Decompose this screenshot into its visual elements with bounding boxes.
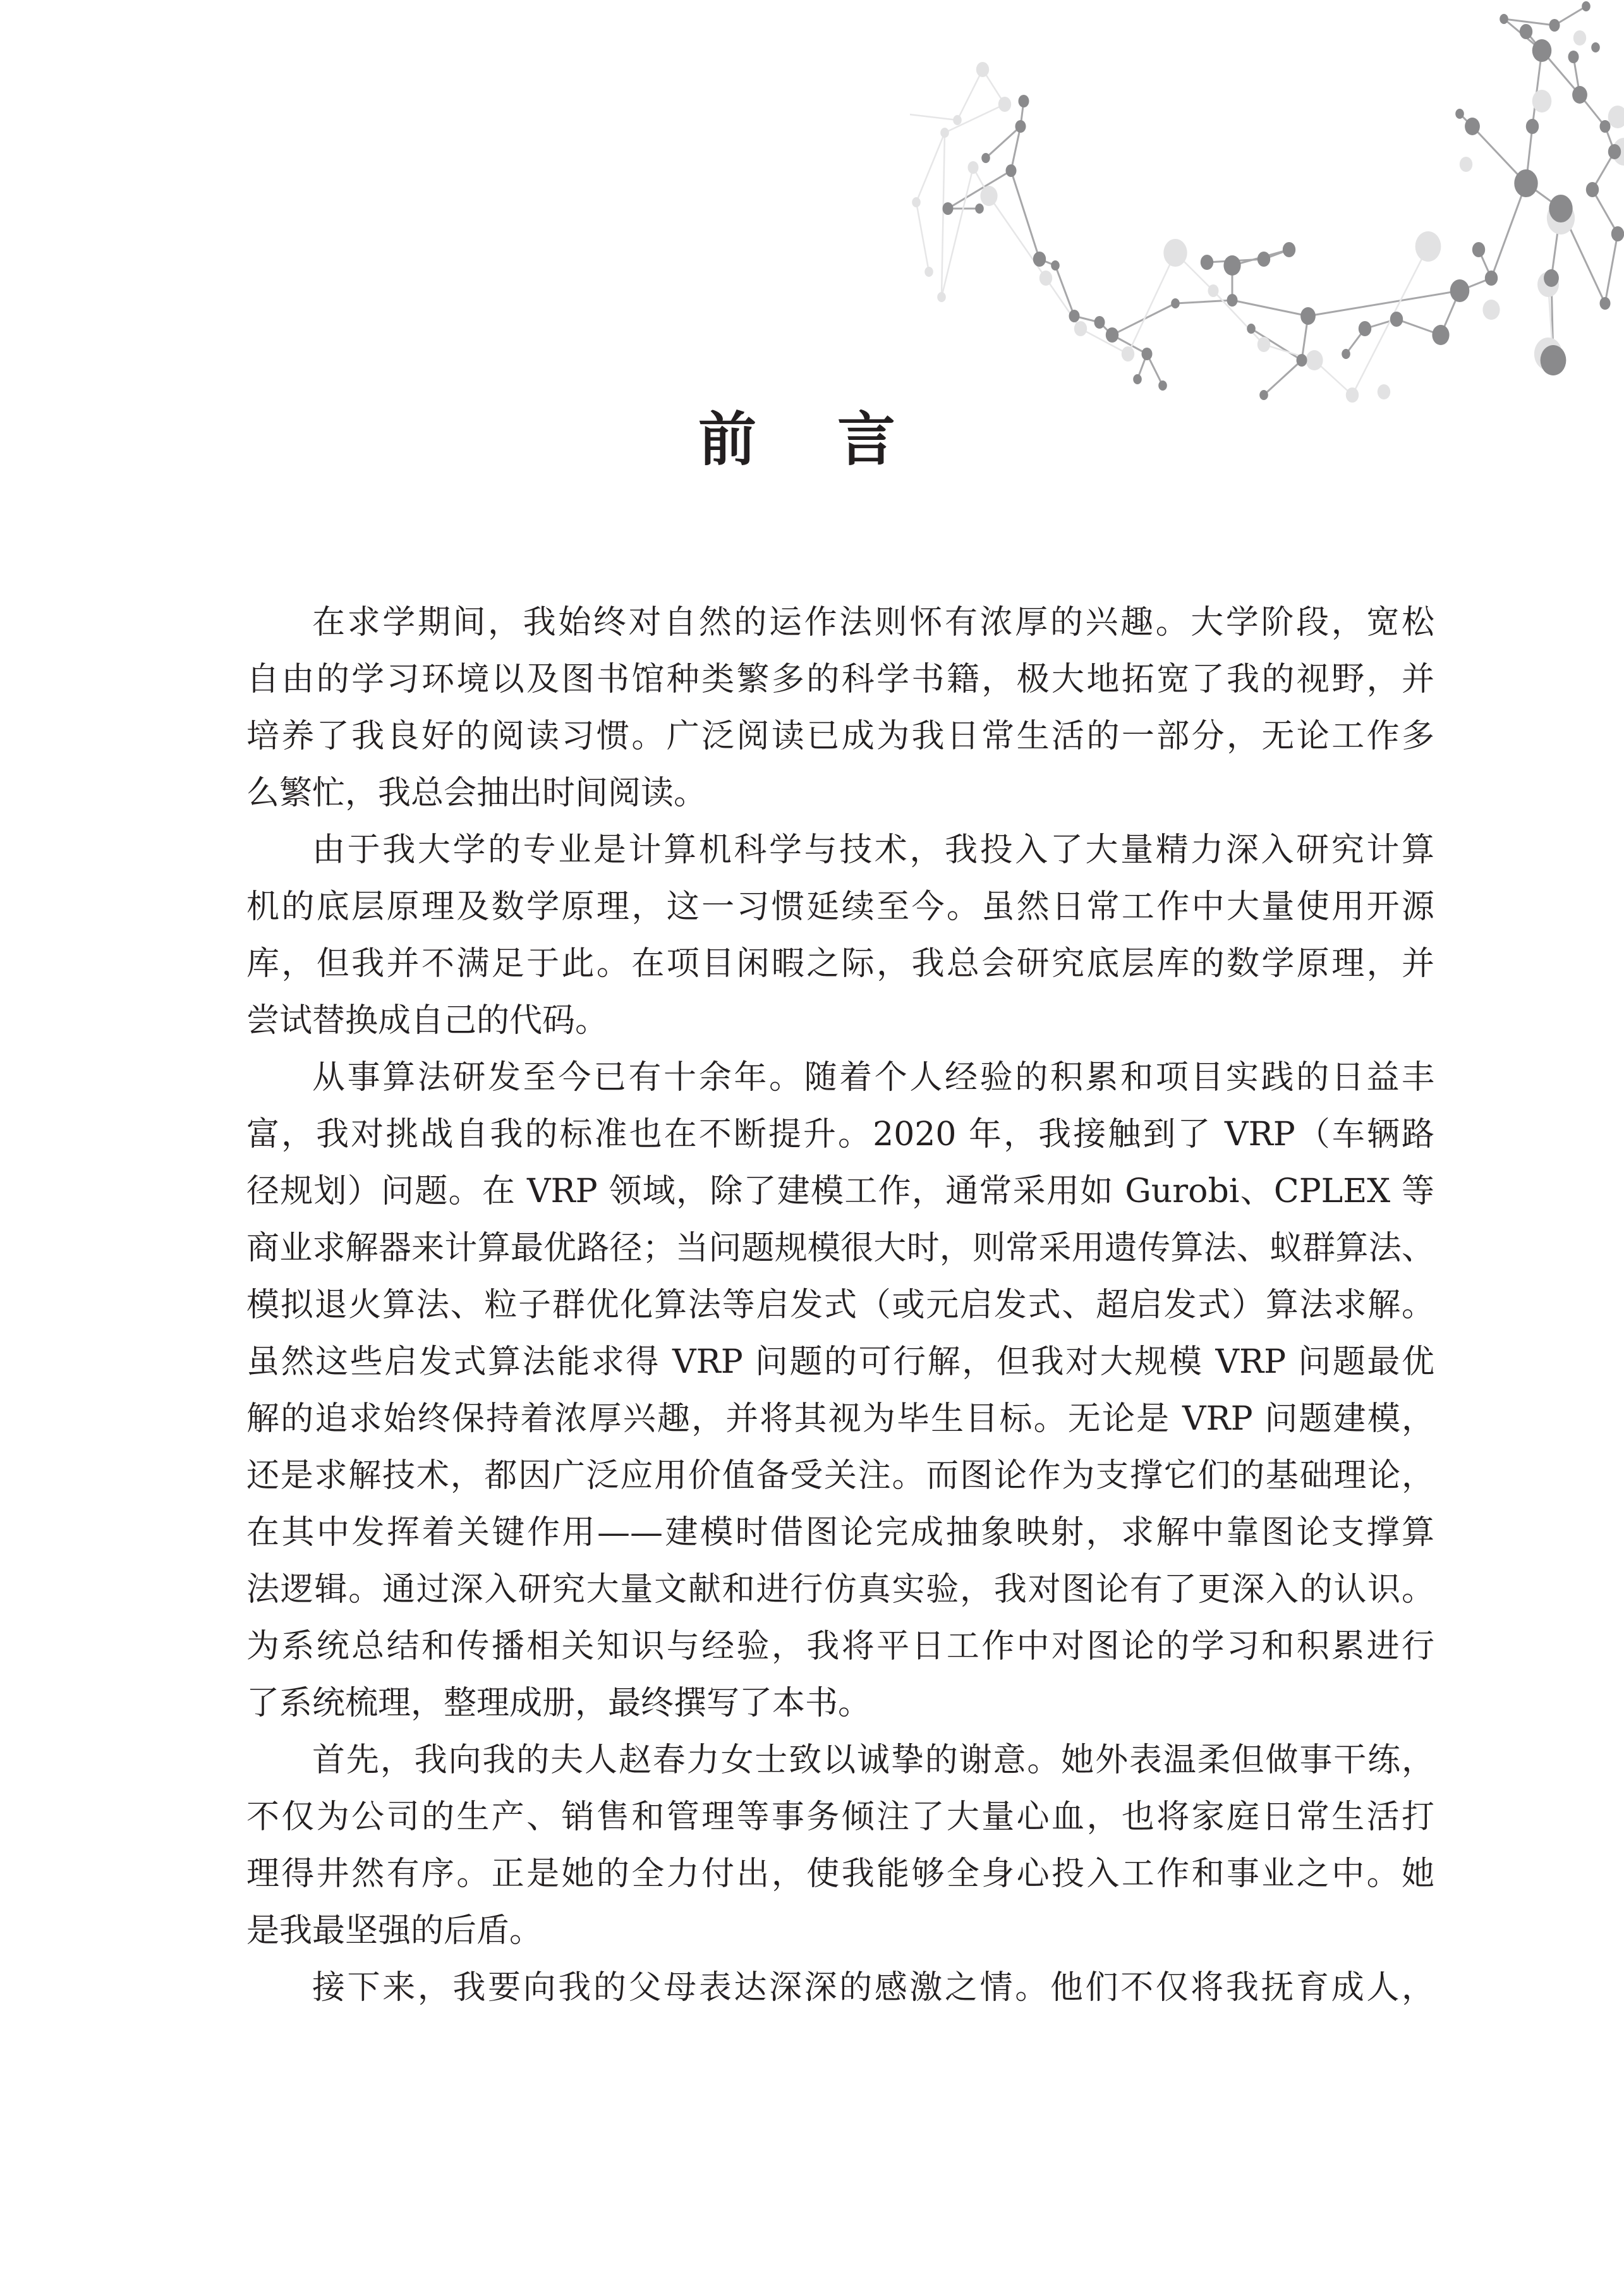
molecule-bond	[1232, 300, 1308, 316]
text-line: 是我最坚强的后盾。	[246, 1912, 543, 1950]
paragraph	[246, 594, 1434, 822]
molecule-bond	[1532, 51, 1542, 126]
molecule-bond	[1055, 265, 1074, 316]
text-line: 由于我大学的专业是计算机科学与技术，我投入了大量精力深入研究计算	[312, 831, 1434, 869]
molecule-atom	[1582, 1, 1591, 11]
paragraph	[246, 822, 1434, 1049]
molecule-atom	[924, 267, 933, 277]
paragraph	[246, 1049, 1434, 1732]
molecule-atom	[1300, 307, 1316, 325]
molecule-bond	[942, 133, 945, 297]
molecule-bond	[1011, 171, 1039, 259]
molecule-bond	[1308, 291, 1460, 316]
molecule-bond	[1605, 234, 1618, 303]
molecule-atom	[1039, 271, 1052, 286]
molecule-atom	[1297, 354, 1307, 367]
molecule-atom	[1460, 157, 1472, 172]
molecule-atom	[968, 161, 979, 174]
molecule-atom	[1133, 374, 1142, 384]
molecule-atom	[1257, 337, 1270, 352]
paragraph	[246, 1732, 1434, 1959]
text-line: 解的追求始终保持着浓厚兴趣，并将其视为毕生目标。无论是 VRP 问题建模，	[246, 1400, 1434, 1438]
molecule-atom	[1500, 14, 1508, 24]
text-line: 还是求解技术，都因广泛应用价值备受关注。而图论作为支撑它们的基础理论，	[246, 1457, 1434, 1495]
text-line: 库，但我并不满足于此。在项目闲暇之际，我总会研究底层库的数学原理，并	[246, 945, 1434, 983]
molecule-bond	[1213, 291, 1264, 344]
molecule-atom	[1526, 119, 1539, 134]
molecule-network-decoration	[910, 0, 1624, 455]
molecule-atom	[1015, 120, 1026, 133]
text-line: 富，我对挑战自我的标准也在不断提升。2020 年，我接触到了 VRP（车辆路	[246, 1116, 1434, 1153]
molecule-atom	[1227, 294, 1238, 307]
molecule-atom	[1342, 349, 1350, 359]
molecule-atom	[1541, 345, 1566, 375]
text-line: 机的底层原理及数学原理，这一习惯延续至今。虽然日常工作中大量使用开源	[246, 888, 1434, 926]
molecule-atom	[1257, 252, 1270, 267]
body-text	[246, 594, 1434, 2016]
molecule-atom	[1549, 19, 1560, 32]
molecule-atom	[1359, 321, 1371, 336]
molecule-atom	[1572, 86, 1587, 104]
molecule-atom	[1051, 260, 1060, 271]
text-line: 理得井然有序。正是她的全力付出，使我能够全身心投入工作和事业之中。她	[246, 1855, 1434, 1893]
molecule-atom	[940, 128, 949, 138]
molecule-atom	[1033, 252, 1046, 267]
molecule-atom	[1450, 279, 1470, 302]
molecule-atom	[1549, 195, 1572, 222]
text-line: 模拟退火算法、粒子群优化算法等启发式（或元启发式、超启发式）算法求解。	[246, 1286, 1434, 1324]
molecule-atom	[1432, 325, 1449, 345]
molecule-atom	[912, 197, 921, 207]
text-line: 不仅为公司的生产、销售和管理等事务倾注了大量心血，也将家庭日常生活打	[246, 1798, 1434, 1836]
molecule-atom	[1201, 255, 1213, 270]
molecule-bond	[1592, 190, 1618, 234]
molecule-bond	[1081, 329, 1128, 354]
molecule-atom	[1600, 120, 1611, 133]
molecule-atom	[981, 153, 990, 163]
molecule-atom	[953, 115, 962, 125]
molecule-atom	[1532, 39, 1552, 62]
text-line: 么繁忙，我总会抽出时间阅读。	[246, 774, 707, 812]
molecule-atom	[1600, 297, 1611, 310]
molecule-atom	[1247, 324, 1256, 334]
molecule-atom	[1568, 51, 1579, 63]
text-line: 自由的学习环境以及图书馆种类繁多的科学书籍，极大地拓宽了我的视野，并	[246, 660, 1434, 698]
molecule-atom	[1472, 242, 1485, 257]
molecule-atom	[1094, 316, 1105, 329]
text-line: 从事算法研发至今已有十余年。随着个人经验的积累和项目实践的日益丰	[312, 1059, 1434, 1097]
molecule-bond	[1264, 360, 1302, 395]
molecule-atom	[1611, 226, 1624, 241]
molecule-atom	[1390, 312, 1403, 327]
text-line: 虽然这些启发式算法能求得 VRP 问题的可行解，但我对大规模 VRP 问题最优	[246, 1343, 1434, 1381]
text-line: 径规划）问题。在 VRP 领域，除了建模工作，通常采用如 Gurobi、CPLEX 等	[246, 1172, 1434, 1210]
molecule-bond	[948, 171, 1011, 209]
molecule-atom	[1142, 348, 1153, 360]
molecule-atom	[1158, 380, 1167, 391]
molecule-bond	[1491, 183, 1526, 278]
page-title: 前 言	[698, 405, 926, 473]
molecule-atom	[1544, 269, 1559, 287]
molecule-atom	[1069, 310, 1080, 322]
molecule-bond	[1128, 253, 1175, 354]
molecule-bond	[916, 202, 929, 272]
molecule-atom	[1608, 106, 1624, 128]
molecule-bond	[910, 114, 957, 120]
text-line: 在其中发挥着关键作用——建模时借图论完成抽象映射，求解中靠图论支撑算	[246, 1514, 1434, 1552]
molecule-atom	[937, 292, 946, 302]
molecule-atom	[1591, 42, 1600, 52]
text-line: 商业求解器来计算最优路径；当问题规模很大时，则常采用遗传算法、蚁群算法、	[246, 1229, 1434, 1267]
molecule-atom	[1485, 271, 1498, 286]
text-line: 法逻辑。通过深入研究大量文献和进行仿真实验，我对图论有了更深入的认识。	[246, 1571, 1434, 1609]
molecule-atom	[1514, 169, 1537, 197]
molecule-atom	[1455, 109, 1464, 119]
molecule-bond	[1352, 246, 1428, 395]
text-line: 尝试替换成自己的代码。	[246, 1002, 609, 1040]
text-line: 培养了我良好的阅读习惯。广泛阅读已成为我日常生活的一部分，无论工作多	[246, 717, 1434, 755]
text-line: 接下来，我要向我的父母表达深深的感激之情。他们不仅将我抚育成人，	[312, 1969, 1434, 2007]
molecule-atom	[1520, 24, 1532, 39]
molecule-atom	[1163, 239, 1187, 267]
molecule-atom	[1573, 30, 1586, 46]
molecule-atom	[1586, 182, 1599, 197]
molecule-atom	[1122, 346, 1134, 362]
text-line: 为系统总结和传播相关知识与经验，我将平日工作中对图论的学习和积累进行	[246, 1627, 1434, 1665]
molecule-atom	[1019, 95, 1029, 107]
molecule-atom	[1208, 284, 1219, 297]
molecule-atom	[998, 97, 1011, 112]
molecule-atom	[1283, 242, 1295, 257]
molecule-bond	[916, 133, 945, 202]
molecule-atom	[975, 204, 984, 214]
molecule-atom	[1532, 90, 1552, 113]
molecule-atom	[1415, 231, 1441, 262]
text-line: 首先，我向我的夫人赵春力女士致以诚挚的谢意。她外表温柔但做事干练，	[312, 1741, 1434, 1779]
molecule-bond	[957, 70, 983, 120]
text-line: 了系统梳理，整理成册，最终撰写了本书。	[246, 1684, 871, 1722]
text-line: 在求学期间，我始终对自然的运作法则怀有浓厚的兴趣。大学阶段，宽松	[312, 604, 1434, 642]
molecule-atom	[1465, 118, 1480, 135]
molecule-atom	[1223, 255, 1240, 276]
molecule-atom	[1306, 350, 1323, 370]
molecule-atom	[943, 202, 954, 215]
molecule-atom	[1608, 144, 1621, 159]
molecule-atom	[1074, 321, 1087, 336]
molecule-atom	[1006, 164, 1017, 177]
molecule-atom	[1482, 300, 1500, 320]
molecule-atom	[1171, 298, 1180, 308]
molecule-atom	[980, 186, 997, 206]
molecule-atom	[1106, 327, 1118, 343]
paragraph	[246, 1959, 1434, 2016]
molecule-bond	[942, 167, 973, 297]
molecule-atom	[976, 62, 989, 77]
